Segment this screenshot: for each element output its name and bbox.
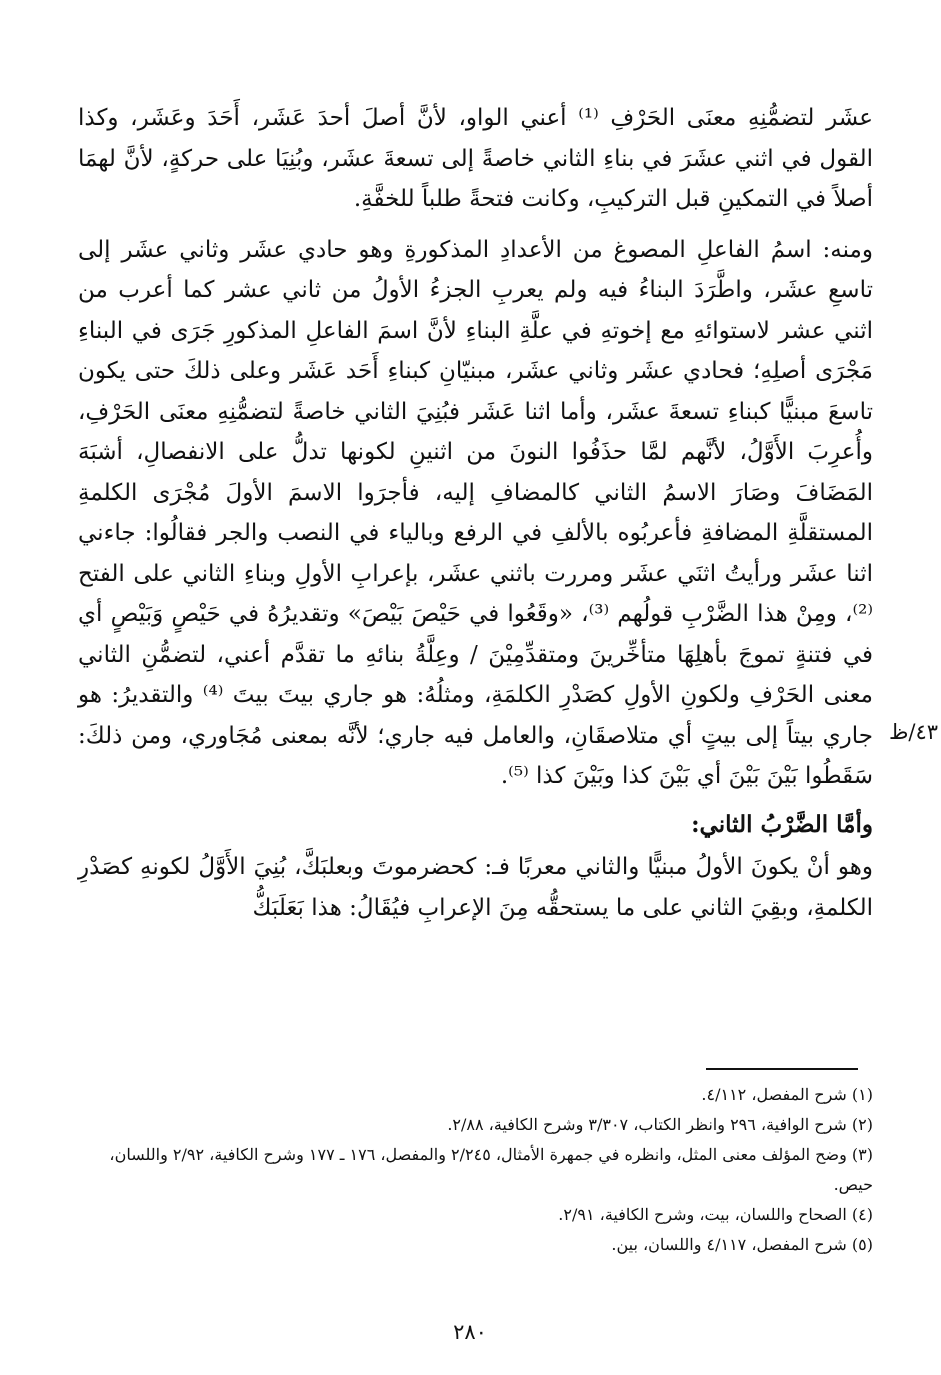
footnotes <box>78 1080 873 1260</box>
footnote-2: (٢) شرح الوافية، ٢٩٦ وانظر الكتاب، ٣/٣٠٧ وشرح الكافية، ٢/٨٨. <box>447 1115 873 1134</box>
footnote-3: (٣) وضح المؤلف معنى المثل، وانظره في جمهرة الأمثال، ٢/٢٤٥ والمفصل، ١٧٦ ـ ١٧٧ وشرح الكافية، ٢/٩٢ واللسان، حيص. <box>109 1145 873 1194</box>
page-number: ٢٨٠ <box>453 1320 487 1344</box>
paragraph-3: وهو أنْ يكونَ الأولُ مبنيًّا والثاني معربًا فـ: كحضرموتَ وبعلبَكَّ، بُنِيَ الأَوَّلُ لكونهِ كصَدْرِ الكلمةِ، وبقِيَ الثاني على ما يستحقُّه مِنَ الإعرابِ فيُقَالُ: هذا بَعَلَبَكُّ <box>78 854 873 921</box>
manuscript-folio-note: ٤٣/ظ <box>888 720 938 744</box>
footnote-1: (١) شرح المفصل، ٤/١١٢. <box>701 1085 873 1104</box>
section-heading: وأمَّا الضَّرْبُ الثاني: <box>691 810 873 838</box>
main-text <box>78 98 873 928</box>
paragraph-1: عشَر لتضمُّنِهِ معنَى الحَرْفِ ⁽¹⁾ أعني الواو، لأنَّ أصلَ أحدَ عَشَر، أَحَدَ وعَشَر، وكذا القول في اثني عشَرَ في بناءِ الثاني خاصةً إلى تسعةَ عشَر، وبُنِيَا على حركةٍ، لأنَّ لهمَا أصلاً في التمكينِ قبل التركيبِ، وكانت فتحةً طلباً للخفَّةِ. <box>78 105 874 212</box>
paragraph-2: ومنه: اسمُ الفاعلِ المصوغ من الأعدادِ المذكورةِ وهو حادي عشَر وثاني عشَر إلى تاسعِ عشَر، واطَّرَدَ البناءُ فيه ولم يعربِ الجزءُ الأولُ من ثاني عشر كما أعرب من اثني عشر لاستوائهِ مع إخوتهِ في علَّةِ البناءِ لأنَّ اسمَ الفاعلِ المذكورِ جَرَى في البناءِ مَجْرَى أصلِهِ؛ فحادي عشَر وثاني عشَر، مبنيّانِ كبناءِ أَحَد عَشَر وعلى ذلكَ حتى يكون تاسعَ مبنيًّا كبناءِ تسعةَ عشَر، وأما اثنا عَشَر فبُنِيَ الثاني خاصةً لتضمُّنِهِ معنَى الحَرْفِ، وأُعرِبَ الأَوَّلُ، لأنَّهم لمَّا حذَفُوا النونَ من اثنينِ لكونها تدلُّ على الانفصالِ، أشبَهَ المَضَافَ وصَارَ الاسمُ الثاني كالمضافِ إليه، فأجرَوا الاسمَ الأولَ مُجْرَى الكلمةِ المستقلَّةِ المضافةِ فأعربُوه بالألفِ في الرفع وبالياء في النصب والجر فقالُوا: جاءني اثنا عشَر ورأيتُ اثنَي عشَر ومررت باثني عشَر، بإعرابِ الأولِ وبناءِ الثاني على الفتح ⁽²⁾، ومِنْ هذا الضَّرْبِ قولُهم ⁽³⁾، «وقَعُوا في حَيْصَ بَيْصَ» وتقديرُهُ في حَيْصٍ وَبَيْصٍ أي في فتنةٍ تموجَ بأهلِهَا متأخِّرينَ ومتقدِّمِيْنَ / وعِلَّةُ بنائهِ ما تقدَّم أعني، لتضمُّنِ الثاني معنى الحَرْفِ ولكونِ الأولِ كصَدْرِ الكلمَةِ، ومثلُهُ: هو جاري بيتَ بيتَ ⁽⁴⁾ والتقديرُ: هو جاري بيتاً إلى بيتٍ أي متلاصقَانِ، والعامل فيه جاري؛ لأنَّه بمعنى مُجَاوري، ومن ذلكَ: سَقَطُوا بَيْنَ بَيْنَ أي بَيْنَ كذا وبَيْنَ كذا ⁽⁵⁾. <box>78 236 874 789</box>
footnote-5: (٥) شرح المفصل، ٤/١١٧ واللسان، بين. <box>611 1235 873 1254</box>
footnote-divider <box>706 1068 858 1070</box>
footnote-4: (٤) الصحاح واللسان، بيت، وشرح الكافية، ٢/٩١. <box>558 1205 873 1224</box>
